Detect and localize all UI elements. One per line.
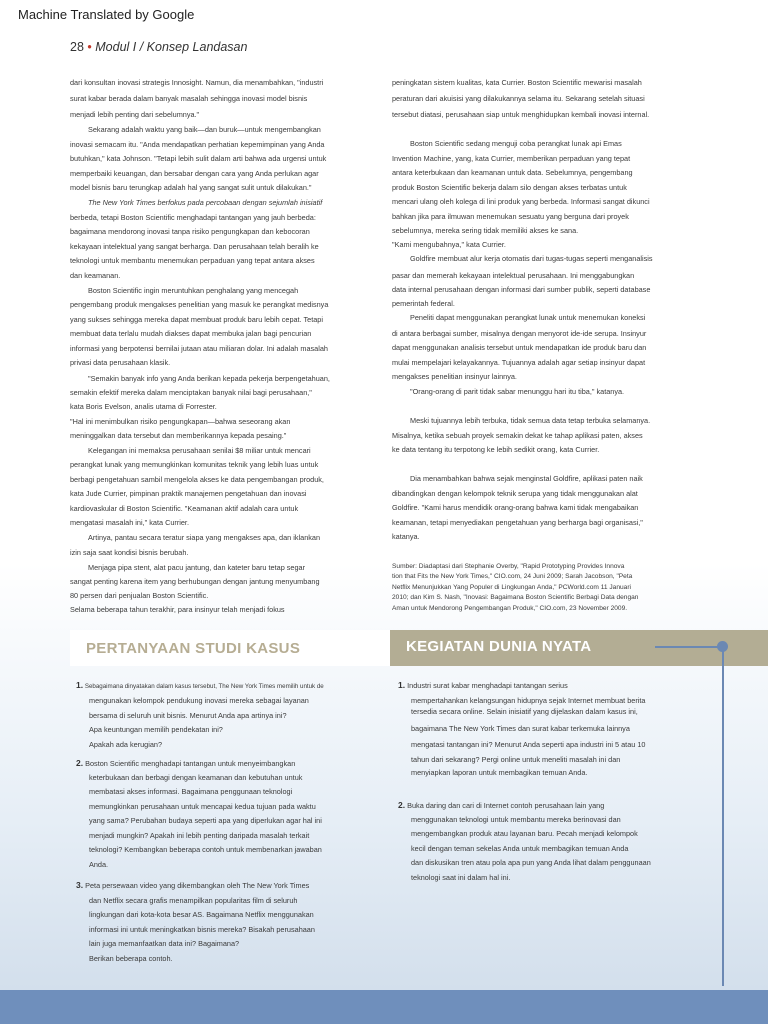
text-line: mempertahankan kelangsungan hidupnya sejak Internet membuat berita	[411, 696, 646, 705]
text-line: Kelegangan ini memaksa perusahaan senilai $8 miliar untuk mencari	[88, 446, 311, 455]
text-line: di antara berbagai sumber, misalnya dengan menyorot ide-ide serupa. Insinyur	[392, 329, 647, 338]
case-questions-banner	[70, 630, 390, 666]
text-line: butuhkan," kata Johnson. "Tetapi lebih sulit dalam arti bahwa ada urgensi untuk	[70, 154, 327, 163]
text-line: menjadi mungkin? Apakah ini lebih penting daripada masalah terkait	[89, 831, 310, 840]
text-line: membuat data terlalu mudah diakses dapat membuka jalan bagi pencurian	[70, 329, 312, 338]
text-line: membatasi akses informasi. Bagaimana penggunaan teknologi	[89, 787, 293, 796]
question-number: 2.	[76, 758, 84, 768]
activity-2-first	[398, 800, 604, 810]
text-line: lain juga memanfaatkan data ini? Bagaimana?	[89, 939, 240, 948]
text-line: "Orang-orang di parit tidak sabar menunggu hari itu tiba," katanya.	[410, 387, 625, 396]
text-line: peraturan dari akuisisi yang dilakukannya selama itu. Sekarang setelah situasi	[392, 94, 645, 103]
text-line: sebelumnya, mereka sering tidak memiliki akses ke sana.	[392, 226, 579, 235]
text-line: keterbukaan dan berbagi dengan keamanan dan kebutuhan untuk	[89, 773, 303, 782]
text-line: meninggalkan data tersebut dan memberikannya kepada pesaing."	[70, 431, 287, 440]
text-line: "Semakin banyak info yang Anda berikan kepada pekerja berpengetahuan,	[88, 374, 330, 383]
text-line: dapat menggunakan analisis tersebut untuk mendapatkan ide produk baru dan	[392, 343, 647, 352]
text-line: pasar dan memerah kekayaan intelektual perusahaan. Ini menggabungkan	[392, 271, 635, 280]
text-line: katanya.	[392, 532, 420, 541]
text-line: inovasi semacam itu. "Anda mendapatkan perhatian kepemimpinan yang Anda	[70, 140, 325, 149]
text-line: pemerintah federal.	[392, 299, 455, 308]
text-line: tersedia secara online. Selain inisiatif yang dijelaskan dalam kasus ini,	[411, 707, 638, 716]
text-line: Invention Machine, yang, kata Currier, memberikan perpaduan yang tepat	[392, 154, 631, 163]
text-line: mengembangkan produk atau layanan baru. Pecah menjadi kelompok	[411, 829, 638, 838]
text-line: kata Jude Currier, pimpinan praktik manajemen pengetahuan dan inovasi	[70, 489, 307, 498]
text-line: Meski tujuannya lebih terbuka, tidak semua data tetap terbuka selamanya.	[410, 416, 651, 425]
text-line: lingkungan dari kota-kota besar AS. Bagaimana Netflix menggunakan	[89, 910, 314, 919]
text-line: memperbaiki keuangan, dan bersabar dengan cara yang Anda perlukan agar	[70, 169, 319, 178]
header-bullet: •	[87, 40, 92, 54]
activity-number: 2.	[398, 800, 406, 810]
case-questions-title: PERTANYAAN STUDI KASUS	[86, 640, 301, 657]
question-1-first	[76, 680, 324, 690]
text-line: kardiovaskular di Boston Scientific. "Keamanan aktif adalah cara untuk	[70, 504, 299, 513]
text-line: data internal perusahaan dengan informasi dari sumber publik, seperti database	[392, 285, 651, 294]
text-line: Boston Scientific menghadapi tantangan untuk menyeimbangkan	[85, 759, 296, 768]
text-line: dari konsultan inovasi strategis Innosight. Namun, dia menambahkan, "industri	[70, 78, 324, 87]
text-line: dan diskusikan tren atau pola apa pun yang Anda lihat dalam penggunaan	[411, 858, 651, 867]
text-line: Boston Scientific ingin meruntuhkan penghalang yang mencegah	[88, 286, 299, 295]
text-line: informasi ini untuk meningkatkan bisnis mereka? Bisakah perusahaan	[89, 925, 315, 934]
text-line: tersebut diatasi, perusahaan siap untuk menghidupkan kembali inovasi internal.	[392, 110, 650, 119]
text-line: mengatasi tantangan ini? Menurut Anda seperti apa industri ini 5 atau 10	[411, 740, 646, 749]
text-line: mengatasi masalah ini," kata Currier.	[70, 518, 189, 527]
text-line: yang sukses sehingga mereka dapat membuat produk baru lebih cepat. Tetapi	[70, 315, 323, 324]
real-world-banner	[390, 630, 768, 666]
machine-translated-banner: Machine Translated by Google	[18, 7, 195, 22]
text-line: Goldfire. "Kami harus mendidik orang-orang bahwa kami tidak mengabaikan	[392, 503, 639, 512]
text-line: Berikan beberapa contoh.	[89, 954, 173, 963]
text-line: privasi data perusahaan klasik.	[70, 358, 171, 367]
text-line: mengunakan kelompok pendukung inovasi mereka sebagai layanan	[89, 696, 309, 705]
text-line: produk Boston Scientific bekerja dalam silo dengan akses terbatas untuk	[392, 183, 627, 192]
text-line: bahkan jika para ilmuwan menemukan sesuatu yang berguna dari proyek	[392, 212, 629, 221]
text-line: izin saja saat kondisi bisnis berubah.	[70, 548, 189, 557]
text-line: 80 persen dari penjualan Boston Scientific.	[70, 591, 209, 600]
text-line: berbagi pengetahuan sambil mengelola akses ke data pengembangan produk,	[70, 475, 324, 484]
question-number: 1.	[76, 680, 84, 690]
text-line: surat kabar berada dalam banyak masalah sehingga inovasi model bisnis	[70, 94, 308, 103]
activity-1-first	[398, 680, 568, 690]
text-line: antara keterbukaan dan keamanan untuk data. Sebelumnya, pengembang	[392, 168, 633, 177]
question-2-first	[76, 758, 295, 768]
page-number: 28	[70, 40, 84, 54]
real-world-title: KEGIATAN DUNIA NYATA	[406, 638, 592, 655]
text-line: Industri surat kabar menghadapi tantangan serius	[407, 681, 568, 690]
text-line: ke data tentang itu terpotong ke lebih sedikit orang, kata Currier.	[392, 445, 600, 454]
text-line: keamanan, tetapi menyediakan pengetahuan yang berharga bagi organisasi,"	[392, 518, 643, 527]
text-line: teknologi saat ini dalam hal ini.	[411, 873, 511, 882]
citation-line: Sumber: Diadaptasi dari Stephanie Overby, "Rapid Prototyping Provides Innova	[392, 563, 625, 570]
text-line: tahun dari sekarang? Pergi online untuk meneliti masalah ini dan	[411, 755, 621, 764]
decorative-rule	[655, 646, 723, 648]
citation-line: 2010; dan Kim S. Nash, "Inovasi: Bagaimana Boston Scientific Berbagi Data dengan	[392, 594, 639, 601]
citation-line: tion that Fits the New York Times," CIO.com, 24 Juni 2009; Sarah Jacobson, "Peta	[392, 573, 633, 580]
activity-number: 1.	[398, 680, 406, 690]
text-line: bagaimana mendorong inovasi tanpa risiko pengungkapan dan kebocoran	[70, 227, 310, 236]
text-line: model bisnis baru terungkap adalah hal yang sangat sulit untuk dilakukan."	[70, 183, 312, 192]
footer-band	[0, 990, 768, 1024]
text-line: Selama beberapa tahun terakhir, para insinyur telah menjadi fokus	[70, 605, 285, 614]
decorative-dot	[717, 641, 728, 652]
text-line: menjadi lebih penting dari sebelumnya."	[70, 110, 200, 119]
text-line: mencari ulang oleh kolega di lini produk yang berbeda. Informasi sangat dikunci	[392, 197, 650, 206]
text-line: kekayaan intelektual yang sangat berharga. Dan perusahaan telah beralih ke	[70, 242, 319, 251]
text-line: Dia menambahkan bahwa sejak menginstal Goldfire, aplikasi paten naik	[410, 474, 643, 483]
text-line: The New York Times berfokus pada percobaan dengan sejumlah inisiatif	[88, 198, 323, 207]
text-line: mengakses penelitian insinyur lainnya.	[392, 372, 517, 381]
text-line: Misalnya, ketika sebuah proyek semakin dekat ke tahap aplikasi paten, akses	[392, 431, 643, 440]
text-line: dan Netflix secara grafis menampilkan popularitas film di seluruh	[89, 896, 298, 905]
text-line: Sebagaimana dinyatakan dalam kasus tersebut, The New York Times memilih untuk de	[84, 683, 324, 690]
text-line: Goldfire membuat alur kerja otomatis dari tugas-tugas seperti menganalisis	[410, 254, 653, 263]
text-line: "Hal ini menimbulkan risiko pengungkapan—bahwa seseorang akan	[70, 417, 291, 426]
text-line: semakin efektif mereka dalam menciptakan banyak nilai bagi perusahaan,"	[70, 388, 312, 397]
text-line: Buka daring dan cari di Internet contoh perusahaan lain yang	[407, 801, 605, 810]
text-line: Anda.	[89, 860, 109, 869]
text-line: Boston Scientific sedang menguji coba perangkat lunak api Emas	[410, 139, 622, 148]
text-line: bagaimana The New York Times dan surat kabar terkemuka lainnya	[411, 724, 630, 733]
text-line: kata Boris Evelson, analis utama di Forrester.	[70, 402, 217, 411]
text-line: menyiapkan laporan untuk membagikan temuan Anda.	[411, 768, 588, 777]
text-line: dan keamanan.	[70, 271, 121, 280]
decorative-rule-vertical	[722, 646, 724, 986]
text-line: teknologi untuk membantu menemukan perpaduan yang tepat antara akses	[70, 256, 315, 265]
text-line: pengembang produk mengakses penelitian yang masuk ke perangkat medisnya	[70, 300, 329, 309]
text-line: Sekarang adalah waktu yang baik—dan buruk—untuk mengembangkan	[88, 125, 321, 134]
text-line: Apa keuntungan memilih pendekatan ini?	[89, 725, 223, 734]
text-line: berbeda, tetapi Boston Scientific menghadapi tantangan yang jauh berbeda:	[70, 213, 316, 222]
text-line: mulai mempelajari kelayakannya. Tujuannya adalah agar setiap insinyur dapat	[392, 358, 646, 367]
text-line: kecil dengan teman sekelas Anda untuk membagikan temuan Anda	[411, 844, 629, 853]
text-line: teknologi? Kembangkan beberapa contoh untuk membenarkan jawaban	[89, 845, 322, 854]
question-number: 3.	[76, 880, 84, 890]
text-line: sangat penting karena item yang berhubungan dengan jantung menyumbang	[70, 577, 320, 586]
text-line: Apakah ada kerugian?	[89, 740, 163, 749]
text-line: dibandingkan dengan kelompok teknik serupa yang tidak menggunakan alat	[392, 489, 638, 498]
text-line: Peta persewaan video yang dikembangkan oleh The New York Times	[85, 881, 310, 890]
text-line: Artinya, pantau secara teratur siapa yang mengakses apa, dan iklankan	[88, 533, 321, 542]
text-line: yang sama? Perubahan budaya seperti apa yang diperlukan agar hal ini	[89, 816, 322, 825]
text-line: perangkat lunak yang memungkinkan komunitas teknik yang lebih luas untuk	[70, 460, 319, 469]
text-line: "Kami mengubahnya," kata Currier.	[392, 240, 506, 249]
question-3-first	[76, 880, 309, 890]
text-line: menggunakan teknologi untuk membantu mereka berinovasi dan	[411, 815, 621, 824]
citation-line: Netflix Menunjukkan Yang Populer di Lingkungan Anda," PCWorld.com 11 Januari	[392, 584, 632, 591]
text-line: Peneliti dapat menggunakan perangkat lunak untuk menemukan koneksi	[410, 313, 646, 322]
page-header	[70, 40, 247, 54]
citation-line: Aman untuk Mendorong Pengembangan Produk," CIO.com, 23 November 2009.	[392, 605, 628, 612]
text-line: informasi yang berpotensi bernilai jutaan atau miliaran dolar. Ini adalah masalah	[70, 344, 328, 353]
text-line: peningkatan sistem kualitas, kata Currier. Boston Scientific mewarisi masalah	[392, 78, 642, 87]
text-line: Menjaga pipa stent, alat pacu jantung, dan kateter baru tetap segar	[88, 563, 306, 572]
text-line: memungkinkan perusahaan untuk mencapai kedua tujuan pada waktu	[89, 802, 316, 811]
module-title: Modul I / Konsep Landasan	[95, 40, 248, 54]
text-line: bersama di seluruh unit bisnis. Menurut Anda apa artinya ini?	[89, 711, 287, 720]
